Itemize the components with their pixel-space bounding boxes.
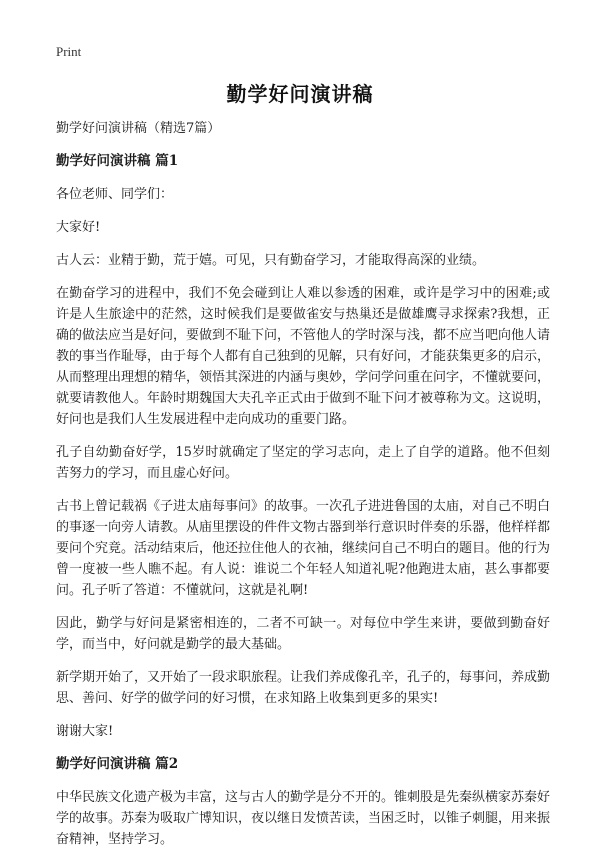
paragraph: 大家好! — [56, 220, 101, 235]
paragraph: 古书上曾记载祸《子进太庙每事问》的故事。一次孔子进进鲁国的太庙，对自己不明白的事逐一向旁人请教。从庙里摆设的件件文物古器到举行意识时伴奏的乐器，他样样都要问个究竟。活动结束后，他还拉住他人的衣袖，继续问自己不明白的题目。他的行为曾一度被一些人瞧不起。有人说：谁说二个年轻人知道礼呢?他跑进太庙，甚么事都要问。孔子听了答道：不懂就问，这就是礼啊! — [56, 499, 551, 598]
paragraph: 在勤奋学习的进程中，我们不免会碰到让人难以参透的困难，或许是学习中的困难;或许是人生旅途中的茫然，这时候我们是要做雀安与热巢还是做雄鹰寻求探索?我想，正确的做法应当是好问，要做到不耻下问，不管他人的学时深与浅，都不应当吧向他人请教的事当作耻辱，由于每个人都有自己独到的见解，只有好问，才能获集更多的启示，从而整理出理想的精华，领悟其深进的内涵与奥妙，学问学问重在问字，不懂就要问，就要请教他人。年龄时期魏国大夫孔辛正式由于做到不耻下问才被尊称为文。这说明，好问也是我们人生发展进程中走向成功的重要门路。 — [56, 286, 551, 427]
section-heading: 勤学好问演讲稿 篇2 — [56, 756, 179, 772]
paragraph: 各位老师、同学们： — [56, 187, 174, 202]
document-body — [56, 118, 550, 862]
paragraph: 因此，勤学与好问是紧密相连的，二者不可缺一。对每位中学生来讲，要做到勤奋好学，而当中，好问就是勤学的最大基础。 — [56, 616, 550, 652]
paragraph: 中华民族文化遗产极为丰富，这与古人的勤学是分不开的。锥刺股是先秦纵横家苏秦好学的故事。苏秦为吸取广博知识，夜以继日发愤苦读，当困乏时，以锥子刺腿，用来振奋精神，坚持学习。 — [56, 790, 551, 847]
paragraph: 谢谢大家! — [56, 724, 114, 739]
paragraph: 新学期开始了，又开始了一段求职旅程。让我们养成像孔辛，孔子的，每事问，养成勤思、善问、好学的做学问的好习惯，在求知路上收集到更多的果实! — [56, 670, 551, 706]
section-heading: 勤学好问演讲稿 篇1 — [56, 153, 179, 169]
document-subtitle: 勤学好问演讲稿（精选7篇） — [56, 121, 221, 136]
document-title: 勤学好问演讲稿 — [226, 82, 374, 106]
print-link[interactable]: Print — [56, 44, 82, 59]
paragraph: 古人云：业精于勤，荒于嬉。可见，只有勤奋学习，才能取得高深的业绩。 — [56, 253, 486, 268]
paragraph: 孔子自幼勤奋好学，15岁时就确定了坚定的学习志向，走上了自学的道路。他不但刻苦努力的学习，而且虚心好问。 — [56, 445, 550, 481]
